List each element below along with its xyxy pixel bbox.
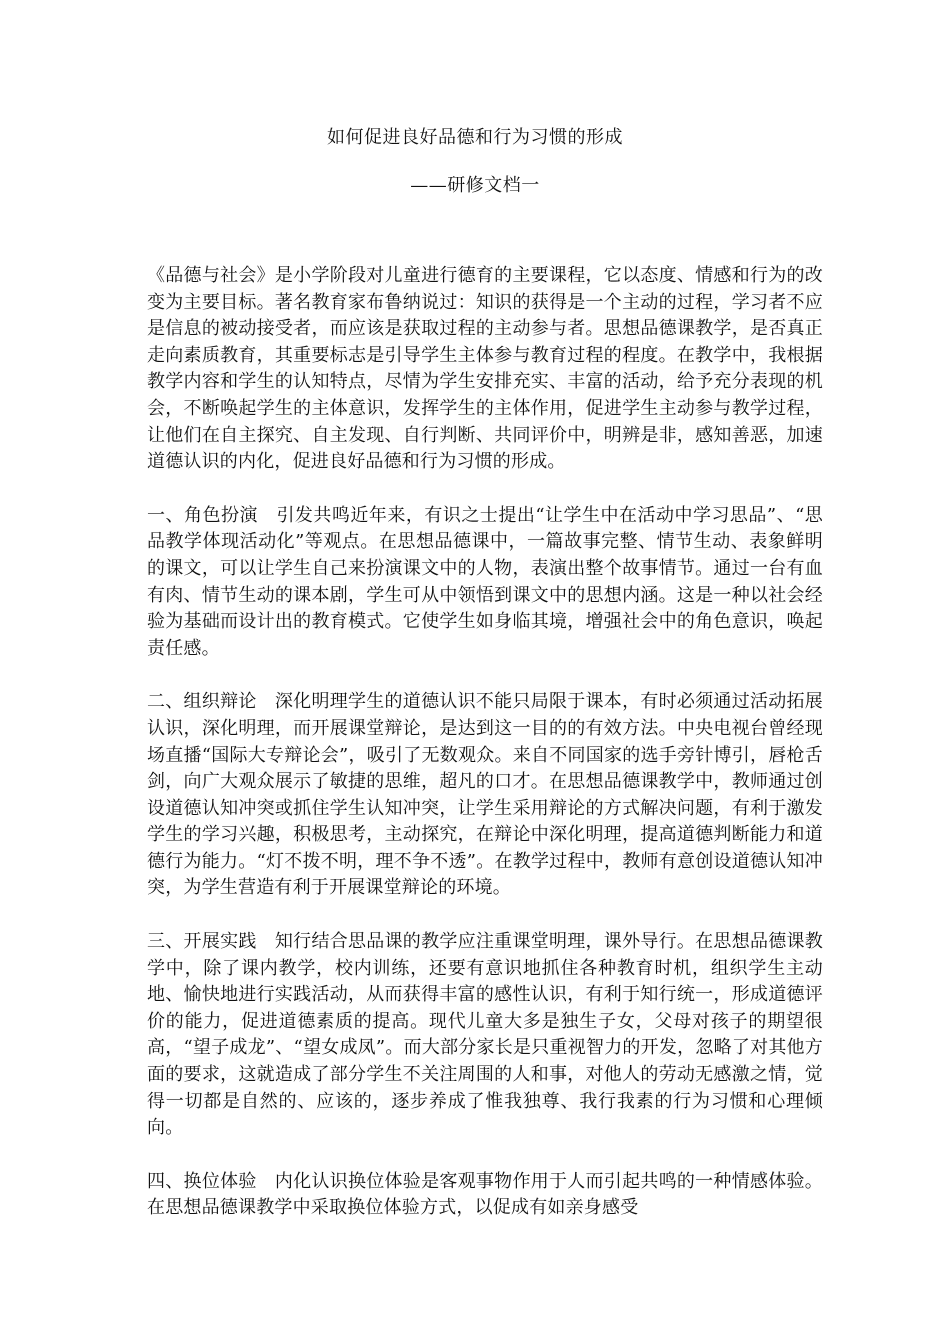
document-title: 如何促进良好品德和行为习惯的形成 <box>327 127 623 148</box>
paragraph-debate: 二、组织辩论 深化明理学生的道德认识不能只局限于课本，有时必须通过活动拓展认识，深化明理，而开展课堂辩论，是达到这一目的的有效方法。中央电视台曾经现场直播“国际大专辩论会”，吸引了无数观众。来自不同国家的选手旁针博引，唇枪舌剑，向广大观众展示了敏捷的思维，超凡的口才。在思想品德课教学中，教师通过创设道德认知冲突或抓住学生认知冲突，让学生采用辩论的方式解决问题，有利于激发学生的学习兴趣，积极思考，主动探究，在辩论中深化明理，提高道德判断能力和道德行为能力。“灯不拨不明，理不争不透”。在教学过程中，教师有意创设道德认知冲突，为学生营造有利于开展课堂辩论的环境。 <box>147 691 823 899</box>
document-subtitle: ——研修文档一 <box>410 175 540 196</box>
document-body <box>147 263 823 1249</box>
paragraph-empathy: 四、换位体验 内化认识换位体验是客观事物作用于人而引起共鸣的一种情感体验。在思想品德课教学中采取换位体验方式，以促成有如亲身感受 <box>147 1170 823 1219</box>
paragraph-practice: 三、开展实践 知行结合思品课的教学应注重课堂明理，课外导行。在思想品德课教学中，除了课内教学，校内训练，还要有意识地抓住各种教育时机，组织学生主动地、愉快地进行实践活动，从而获得丰富的感性认识，有利于知行统一，形成道德评价的能力，促进道德素质的提高。现代儿童大多是独生子女，父母对孩子的期望很高，“望子成龙”、“望女成凤”。而大部分家长是只重视智力的开发，忽略了对其他方面的要求，这就造成了部分学生不关注周围的人和事，对他人的劳动无感激之情，觉得一切都是自然的、应该的，逐步养成了惟我独尊、我行我素的行为习惯和心理倾向。 <box>147 931 823 1139</box>
paragraph-intro: 《品德与社会》是小学阶段对儿童进行德育的主要课程，它以态度、情感和行为的改变为主要目标。著名教育家布鲁纳说过：知识的获得是一个主动的过程，学习者不应是信息的被动接受者，而应该是获取过程的主动参与者。思想品德课教学，是否真正走向素质教育，其重要标志是引导学生主体参与教育过程的程度。在教学中，我根据教学内容和学生的认知特点，尽情为学生安排充实、丰富的活动，给予充分表现的机会，不断唤起学生的主体意识，发挥学生的主体作用，促进学生主动参与教学过程，让他们在自主探究、自主发现、自行判断、共同评价中，明辨是非，感知善恶，加速道德认识的内化，促进良好品德和行为习惯的形成。 <box>147 265 823 473</box>
paragraph-role-play: 一、角色扮演 引发共鸣近年来，有识之士提出“让学生中在活动中学习思品”、“思品教学体现活动化”等观点。在思想品德课中，一篇故事完整、情节生动、表象鲜明的课文，可以让学生自己来扮演课文中的人物，表演出整个故事情节。通过一台有血有肉、情节生动的课本剧，学生可从中领悟到课文中的思想内涵。这是一种以社会经验为基础而设计出的教育模式。它使学生如身临其境，增强社会中的角色意识，唤起责任感。 <box>147 504 823 659</box>
